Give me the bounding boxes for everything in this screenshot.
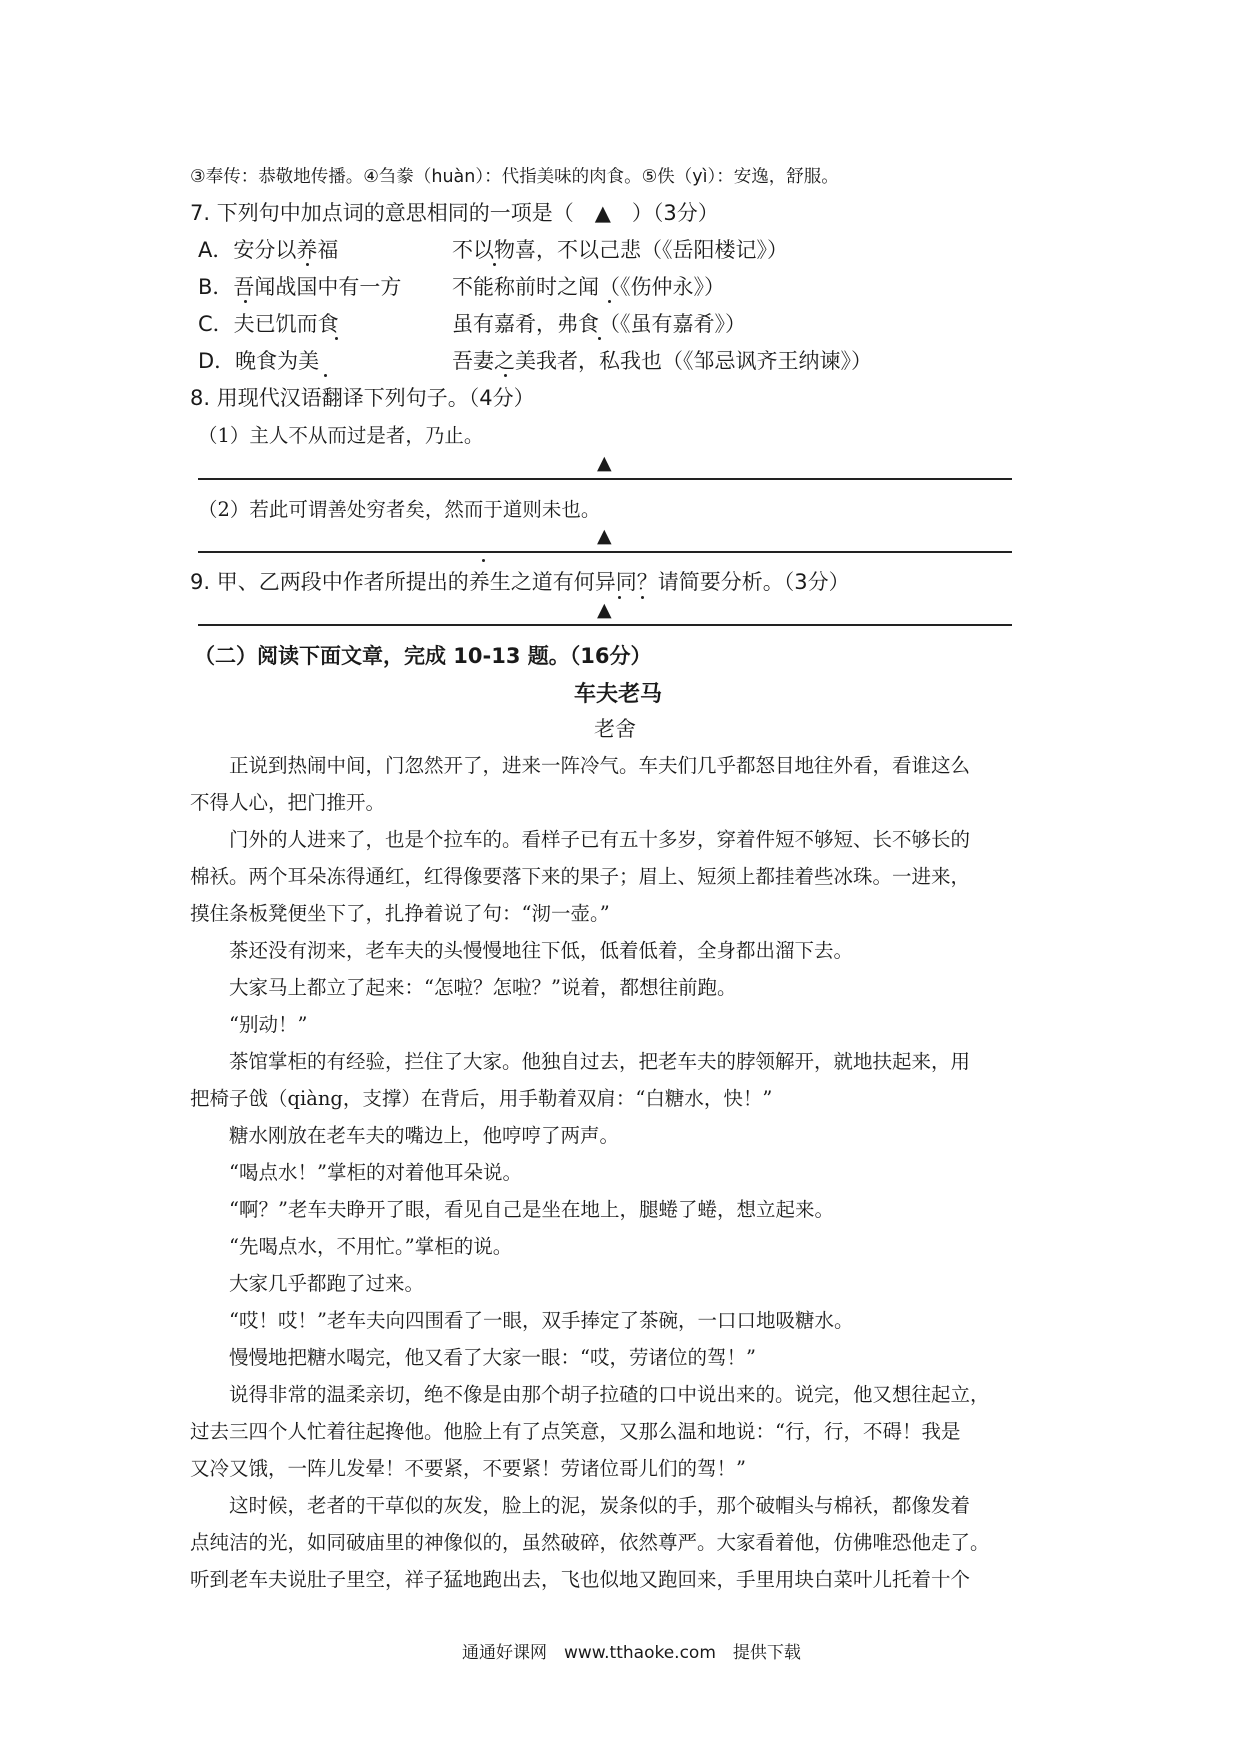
- passage-line: 摸住条板凳便坐下了，扎挣着说了句：“沏一壶。”: [190, 902, 610, 925]
- passage-line: 又冷又饿，一阵儿发晕！不要紧，不要紧！劳诸位哥儿们的驾！”: [190, 1457, 746, 1480]
- q8-sentence-2: （2）若此可谓善处穷者矣，然而于道则未也。: [198, 498, 601, 521]
- passage-line: 糖水刚放在老车夫的嘴边上，他哼哼了两声。: [190, 1124, 620, 1147]
- passage-line: 这时候，老者的干草似的灰发，脸上的泥，炭条似的手，那个破帽头与棉袄，都像发着: [190, 1494, 971, 1517]
- passage-line: 听到老车夫说肚子里空，祥子猛地跑出去，飞也似地又跑回来，手里用块白菜叶儿托着十个: [190, 1568, 971, 1591]
- passage-line: “别动！”: [190, 1013, 308, 1036]
- question-7-stem: 7. 下列句中加点词的意思相同的一项是（ ▲ ）（3分）: [190, 201, 719, 225]
- answer-mark: ▲: [597, 525, 612, 547]
- emphasis-dot: [608, 300, 611, 303]
- emphasis-dot: [324, 374, 327, 377]
- passage-line: “先喝点水，不用忙。”掌柜的说。: [190, 1235, 513, 1258]
- passage-line: 点纯洁的光，如同破庙里的神像似的，虽然破碎，依然尊严。大家看着他，仿佛唯恐他走了。: [190, 1531, 990, 1554]
- passage-line: 把椅子戗（qiàng，支撑）在背后，用手勒着双肩：“白糖水，快！”: [190, 1087, 773, 1110]
- passage-line: 正说到热闹中间，门忽然开了，进来一阵冷气。车夫们几乎都怒目地往外看，看谁这么: [190, 754, 971, 777]
- emphasis-dot: [504, 374, 507, 377]
- passage-line: 大家几乎都跑了过来。: [190, 1272, 425, 1295]
- q8-sentence-1: （1）主人不从而过是者，乃止。: [198, 424, 484, 447]
- passage-line: 过去三四个人忙着往起搀他。他脸上有了点笑意，又那么温和地说：“行，行，不碍！我是: [190, 1420, 961, 1443]
- passage-line: 不得人心，把门推开。: [190, 791, 386, 814]
- footnote-line: ③奉传：恭敬地传播。④刍豢（huàn）：代指美味的肉食。⑤佚（yì）：安逸，舒服。: [190, 167, 839, 187]
- question-8-stem: 8. 用现代汉语翻译下列句子。（4分）: [190, 386, 535, 410]
- passage-line: “喝点水！”掌柜的对着他耳朵说。: [190, 1161, 522, 1184]
- page-footer: 通通好课网 www.tthaoke.com 提供下载: [462, 1643, 801, 1663]
- answer-mark: ▲: [597, 452, 612, 474]
- passage-line: 茶馆掌柜的有经验，拦住了大家。他独自过去，把老车夫的脖领解开，就地扶起来，用: [190, 1050, 971, 1073]
- answer-line[interactable]: [198, 551, 1012, 553]
- passage-line: 慢慢地把糖水喝完，他又看了大家一眼：“哎，劳诸位的驾！”: [190, 1346, 756, 1369]
- question-9-stem: 9. 甲、乙两段中作者所提出的养生之道有何异同？请简要分析。（3分）: [190, 570, 850, 594]
- article-author: 老舍: [594, 717, 636, 741]
- answer-line[interactable]: [198, 624, 1012, 626]
- passage-line: 门外的人进来了，也是个拉车的。看样子已有五十多岁，穿着件短不够短、长不够长的: [190, 828, 971, 851]
- answer-mark: ▲: [597, 599, 612, 621]
- passage-line: 说得非常的温柔亲切，绝不像是由那个胡子拉碴的口中说出来的。说完，他又想往起立，: [190, 1383, 990, 1406]
- passage-line: “哎！哎！”老车夫向四围看了一眼，双手捧定了茶碗，一口口地吸糖水。: [190, 1309, 854, 1332]
- q7-option-b-left: B．吾闻战国中有一方: [198, 275, 402, 299]
- emphasis-dot: [482, 559, 485, 562]
- answer-line[interactable]: [198, 478, 1012, 480]
- emphasis-dot: [306, 263, 309, 266]
- passage-line: 棉袄。两个耳朵冻得通红，红得像要落下来的果子；眉上、短须上都挂着些冰珠。一进来，: [190, 865, 971, 888]
- q7-option-d-left: D．晚食为美: [198, 349, 320, 373]
- q7-option-a-left: A．安分以养福: [198, 238, 339, 262]
- emphasis-dot: [244, 300, 247, 303]
- emphasis-dot: [493, 263, 496, 266]
- emphasis-dot: [641, 596, 644, 599]
- q7-option-d-right: 吾妻之美我者，私我也（《邹忌讽齐王纳谏》）: [452, 349, 872, 373]
- q7-option-a-right: 不以物喜，不以己悲（《岳阳楼记》）: [452, 238, 788, 262]
- section-2-heading: （二）阅读下面文章，完成 10-13 题。（16分）: [194, 644, 652, 668]
- emphasis-dot: [335, 337, 338, 340]
- article-title: 车夫老马: [574, 682, 663, 707]
- q7-option-c-left: C．夫已饥而食: [198, 312, 339, 336]
- emphasis-dot: [618, 596, 621, 599]
- passage-line: 大家马上都立了起来：“怎啦？怎啦？”说着，都想往前跑。: [190, 976, 737, 999]
- q7-option-c-right: 虽有嘉肴，弗食（《虽有嘉肴》）: [452, 312, 746, 336]
- passage-line: 茶还没有沏来，老车夫的头慢慢地往下低，低着低着，全身都出溜下去。: [190, 939, 854, 962]
- passage-line: “啊？”老车夫睁开了眼，看见自己是坐在地上，腿蜷了蜷，想立起来。: [190, 1198, 834, 1221]
- emphasis-dot: [598, 337, 601, 340]
- q7-option-b-right: 不能称前时之闻（《伤仲永》）: [452, 275, 725, 299]
